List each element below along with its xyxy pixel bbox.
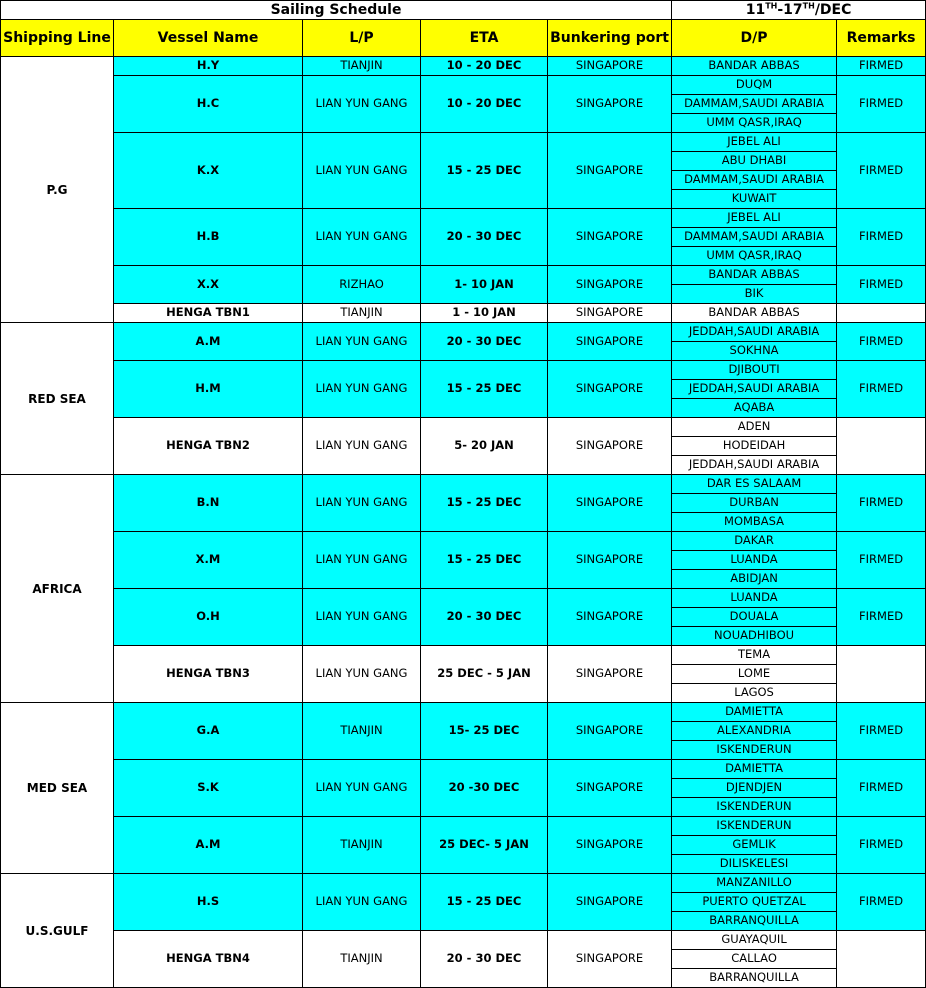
dp-cell: ISKENDERUN	[672, 741, 837, 760]
table-row	[1, 266, 926, 285]
eta-cell: 20 - 30 DEC	[421, 931, 548, 988]
vessel-name-cell: HENGA TBN4	[114, 931, 303, 988]
date-range-sup2: TH	[802, 1, 815, 11]
lp-cell: LIAN YUN GANG	[303, 133, 421, 209]
vessel-name-cell: B.N	[114, 475, 303, 532]
dp-cell: DAMIETTA	[672, 760, 837, 779]
vessel-name-cell: K.X	[114, 133, 303, 209]
dp-cell: AQABA	[672, 399, 837, 418]
vessel-name-cell: HENGA TBN1	[114, 304, 303, 323]
dp-cell: SOKHNA	[672, 342, 837, 361]
header-bunkering-port: Bunkering port	[548, 20, 672, 57]
dp-cell: DOUALA	[672, 608, 837, 627]
lp-cell: TIANJIN	[303, 931, 421, 988]
table-row	[1, 209, 926, 228]
vessel-name-cell: H.Y	[114, 57, 303, 76]
lp-cell: LIAN YUN GANG	[303, 209, 421, 266]
dp-cell: NOUADHIBOU	[672, 627, 837, 646]
vessel-name-cell: H.C	[114, 76, 303, 133]
bunkering-port-cell: SINGAPORE	[548, 266, 672, 304]
dp-cell: GUAYAQUIL	[672, 931, 837, 950]
eta-cell: 15 - 25 DEC	[421, 532, 548, 589]
lp-cell: LIAN YUN GANG	[303, 760, 421, 817]
dp-cell: DAMMAM,SAUDI ARABIA	[672, 171, 837, 190]
bunkering-port-cell: SINGAPORE	[548, 57, 672, 76]
vessel-name-cell: H.B	[114, 209, 303, 266]
dp-cell: LUANDA	[672, 589, 837, 608]
dp-cell: BARRANQUILLA	[672, 969, 837, 988]
table-row	[1, 646, 926, 665]
eta-cell: 5- 20 JAN	[421, 418, 548, 475]
table-row	[1, 817, 926, 836]
remarks-cell: FIRMED	[837, 475, 926, 532]
eta-cell: 10 - 20 DEC	[421, 57, 548, 76]
lp-cell: LIAN YUN GANG	[303, 532, 421, 589]
vessel-name-cell: H.S	[114, 874, 303, 931]
dp-cell: UMM QASR,IRAQ	[672, 247, 837, 266]
dp-cell: ADEN	[672, 418, 837, 437]
bunkering-port-cell: SINGAPORE	[548, 931, 672, 988]
dp-cell: HODEIDAH	[672, 437, 837, 456]
remarks-cell: FIRMED	[837, 589, 926, 646]
eta-cell: 1- 10 JAN	[421, 266, 548, 304]
eta-cell: 15 - 25 DEC	[421, 874, 548, 931]
table-row	[1, 589, 926, 608]
remarks-cell: FIRMED	[837, 133, 926, 209]
lp-cell: LIAN YUN GANG	[303, 646, 421, 703]
table-row	[1, 760, 926, 779]
dp-cell: TEMA	[672, 646, 837, 665]
dp-cell: DAMMAM,SAUDI ARABIA	[672, 228, 837, 247]
lp-cell: TIANJIN	[303, 703, 421, 760]
remarks-cell: FIRMED	[837, 817, 926, 874]
eta-cell: 15- 25 DEC	[421, 703, 548, 760]
bunkering-port-cell: SINGAPORE	[548, 361, 672, 418]
dp-cell: LUANDA	[672, 551, 837, 570]
bunkering-port-cell: SINGAPORE	[548, 304, 672, 323]
bunkering-port-cell: SINGAPORE	[548, 703, 672, 760]
dp-cell: ABU DHABI	[672, 152, 837, 171]
lp-cell: LIAN YUN GANG	[303, 323, 421, 361]
dp-cell: DUQM	[672, 76, 837, 95]
remarks-cell: FIRMED	[837, 760, 926, 817]
vessel-name-cell: X.X	[114, 266, 303, 304]
bunkering-port-cell: SINGAPORE	[548, 209, 672, 266]
eta-cell: 10 - 20 DEC	[421, 76, 548, 133]
eta-cell: 1 - 10 JAN	[421, 304, 548, 323]
remarks-cell: FIRMED	[837, 323, 926, 361]
bunkering-port-cell: SINGAPORE	[548, 760, 672, 817]
dp-cell: JEBEL ALI	[672, 133, 837, 152]
eta-cell: 15 - 25 DEC	[421, 361, 548, 418]
dp-cell: ALEXANDRIA	[672, 722, 837, 741]
remarks-cell	[837, 304, 926, 323]
table-row	[1, 475, 926, 494]
table-row	[1, 133, 926, 152]
bunkering-port-cell: SINGAPORE	[548, 76, 672, 133]
remarks-cell: FIRMED	[837, 76, 926, 133]
dp-cell: BANDAR ABBAS	[672, 266, 837, 285]
shipping-line-cell: AFRICA	[1, 475, 114, 703]
dp-cell: MANZANILLO	[672, 874, 837, 893]
dp-cell: BARRANQUILLA	[672, 912, 837, 931]
shipping-line-cell: RED SEA	[1, 323, 114, 475]
bunkering-port-cell: SINGAPORE	[548, 323, 672, 361]
bunkering-port-cell: SINGAPORE	[548, 532, 672, 589]
vessel-name-cell: G.A	[114, 703, 303, 760]
lp-cell: LIAN YUN GANG	[303, 475, 421, 532]
table-row	[1, 57, 926, 76]
dp-cell: JEBEL ALI	[672, 209, 837, 228]
dp-cell: JEDDAH,SAUDI ARABIA	[672, 380, 837, 399]
dp-cell: CALLAO	[672, 950, 837, 969]
header-shipping-line: Shipping Line	[1, 20, 114, 57]
lp-cell: LIAN YUN GANG	[303, 874, 421, 931]
dp-cell: DAKAR	[672, 532, 837, 551]
dp-cell: ISKENDERUN	[672, 817, 837, 836]
dp-cell: DJIBOUTI	[672, 361, 837, 380]
table-row	[1, 361, 926, 380]
dp-cell: ABIDJAN	[672, 570, 837, 589]
vessel-name-cell: O.H	[114, 589, 303, 646]
eta-cell: 20 -30 DEC	[421, 760, 548, 817]
table-row	[1, 304, 926, 323]
header-dp: D/P	[672, 20, 837, 57]
table-row	[1, 418, 926, 437]
lp-cell: TIANJIN	[303, 817, 421, 874]
remarks-cell: FIRMED	[837, 532, 926, 589]
bunkering-port-cell: SINGAPORE	[548, 589, 672, 646]
date-range-tail: /DEC	[814, 2, 852, 18]
dp-cell: ISKENDERUN	[672, 798, 837, 817]
shipping-line-cell: MED SEA	[1, 703, 114, 874]
bunkering-port-cell: SINGAPORE	[548, 475, 672, 532]
date-range-sep: -17	[777, 2, 803, 18]
header-vessel-name: Vessel Name	[114, 20, 303, 57]
lp-cell: RIZHAO	[303, 266, 421, 304]
table-row	[1, 703, 926, 722]
remarks-cell: FIRMED	[837, 266, 926, 304]
bunkering-port-cell: SINGAPORE	[548, 646, 672, 703]
lp-cell: TIANJIN	[303, 57, 421, 76]
remarks-cell: FIRMED	[837, 209, 926, 266]
date-range	[672, 1, 926, 20]
vessel-name-cell: HENGA TBN3	[114, 646, 303, 703]
dp-cell: JEDDAH,SAUDI ARABIA	[672, 456, 837, 475]
dp-cell: BIK	[672, 285, 837, 304]
header-row	[1, 20, 926, 57]
vessel-name-cell: A.M	[114, 817, 303, 874]
bunkering-port-cell: SINGAPORE	[548, 133, 672, 209]
header-eta: ETA	[421, 20, 548, 57]
eta-cell: 15 - 25 DEC	[421, 133, 548, 209]
bunkering-port-cell: SINGAPORE	[548, 874, 672, 931]
eta-cell: 20 - 30 DEC	[421, 209, 548, 266]
dp-cell: MOMBASA	[672, 513, 837, 532]
remarks-cell: FIRMED	[837, 361, 926, 418]
table-row	[1, 76, 926, 95]
table-row	[1, 323, 926, 342]
table-row	[1, 931, 926, 950]
eta-cell: 25 DEC- 5 JAN	[421, 817, 548, 874]
vessel-name-cell: S.K	[114, 760, 303, 817]
header-remarks: Remarks	[837, 20, 926, 57]
bunkering-port-cell: SINGAPORE	[548, 817, 672, 874]
vessel-name-cell: X.M	[114, 532, 303, 589]
dp-cell: KUWAIT	[672, 190, 837, 209]
dp-cell: DILISKELESI	[672, 855, 837, 874]
eta-cell: 25 DEC - 5 JAN	[421, 646, 548, 703]
date-range-sup1: TH	[765, 1, 778, 11]
dp-cell: DAMMAM,SAUDI ARABIA	[672, 95, 837, 114]
dp-cell: BANDAR ABBAS	[672, 304, 837, 323]
lp-cell: LIAN YUN GANG	[303, 418, 421, 475]
lp-cell: LIAN YUN GANG	[303, 76, 421, 133]
bunkering-port-cell: SINGAPORE	[548, 418, 672, 475]
dp-cell: DJENDJEN	[672, 779, 837, 798]
dp-cell: GEMLIK	[672, 836, 837, 855]
date-range-start: 11	[745, 2, 766, 18]
table-row	[1, 874, 926, 893]
title-row	[1, 1, 926, 20]
header-lp: L/P	[303, 20, 421, 57]
lp-cell: LIAN YUN GANG	[303, 589, 421, 646]
lp-cell: TIANJIN	[303, 304, 421, 323]
dp-cell: DAR ES SALAAM	[672, 475, 837, 494]
remarks-cell: FIRMED	[837, 703, 926, 760]
vessel-name-cell: A.M	[114, 323, 303, 361]
dp-cell: LAGOS	[672, 684, 837, 703]
remarks-cell	[837, 931, 926, 988]
shipping-line-cell: U.S.GULF	[1, 874, 114, 988]
dp-cell: DURBAN	[672, 494, 837, 513]
dp-cell: PUERTO QUETZAL	[672, 893, 837, 912]
dp-cell: DAMIETTA	[672, 703, 837, 722]
remarks-cell: FIRMED	[837, 57, 926, 76]
dp-cell: JEDDAH,SAUDI ARABIA	[672, 323, 837, 342]
eta-cell: 20 - 30 DEC	[421, 323, 548, 361]
remarks-cell: FIRMED	[837, 874, 926, 931]
dp-cell: BANDAR ABBAS	[672, 57, 837, 76]
dp-cell: LOME	[672, 665, 837, 684]
shipping-line-cell: P.G	[1, 57, 114, 323]
remarks-cell	[837, 646, 926, 703]
lp-cell: LIAN YUN GANG	[303, 361, 421, 418]
dp-cell: UMM QASR,IRAQ	[672, 114, 837, 133]
page-title: Sailing Schedule	[1, 1, 672, 20]
table-row	[1, 532, 926, 551]
eta-cell: 20 - 30 DEC	[421, 589, 548, 646]
vessel-name-cell: HENGA TBN2	[114, 418, 303, 475]
remarks-cell	[837, 418, 926, 475]
vessel-name-cell: H.M	[114, 361, 303, 418]
eta-cell: 15 - 25 DEC	[421, 475, 548, 532]
